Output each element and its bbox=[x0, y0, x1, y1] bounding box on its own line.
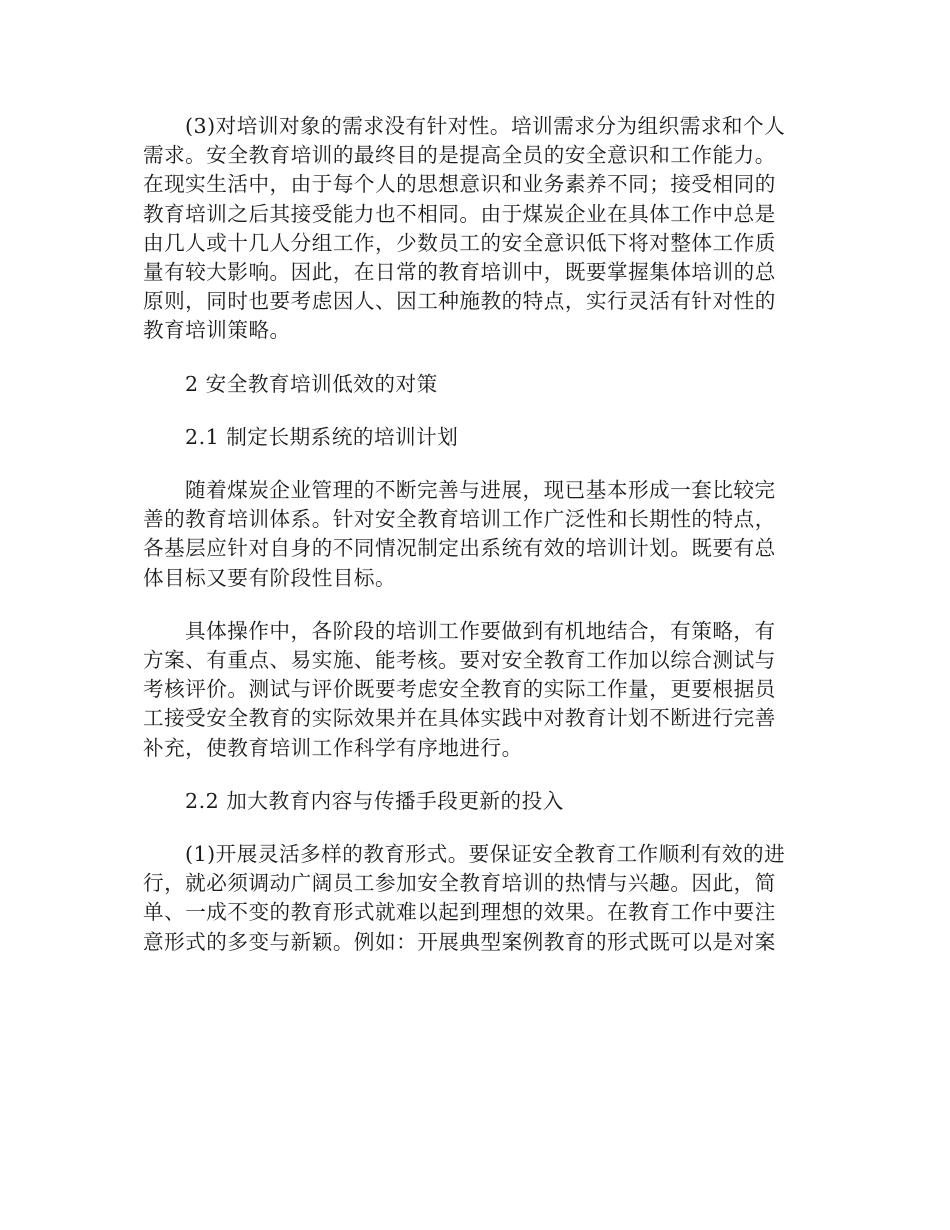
text-line: 考核评价。测试与评价既要考虑安全教育的实际工作量，更要根据员 bbox=[143, 677, 776, 702]
document-body bbox=[143, 112, 808, 957]
paragraph-education-forms bbox=[143, 840, 808, 957]
text-line: 方案、有重点、易实施、能考核。要对安全教育工作加以综合测试与 bbox=[143, 648, 776, 673]
text-line: 随着煤炭企业管理的不断完善与进展，现已基本形成一套比较完 bbox=[185, 478, 776, 503]
section-heading-2 bbox=[143, 370, 808, 399]
section-heading-2-2 bbox=[143, 787, 808, 816]
paragraph-spacer bbox=[143, 452, 808, 476]
text-line: 补充，使教育培训工作科学有序地进行。 bbox=[143, 735, 523, 760]
text-line: 具体操作中，各阶段的培训工作要做到有机地结合，有策略，有 bbox=[185, 618, 776, 643]
paragraph-spacer bbox=[143, 399, 808, 423]
heading-text: 2 安全教育培训低效的对策 bbox=[185, 371, 438, 396]
text-line: 由几人或十几人分组工作，少数员工的安全意识低下将对整体工作质 bbox=[143, 230, 776, 255]
text-line: 教育培训之后其接受能力也不相同。由于煤炭企业在具体工作中总是 bbox=[143, 201, 776, 226]
text-line: 量有较大影响。因此，在日常的教育培训中，既要掌握集体培训的总 bbox=[143, 260, 776, 285]
text-line: 行，就必须调动广阔员工参加安全教育培训的热情与兴趣。因此，简 bbox=[143, 871, 776, 896]
text-line: 工接受安全教育的实际效果并在具体实践中对教育计划不断进行完善 bbox=[143, 706, 776, 731]
section-heading-2-1 bbox=[143, 423, 808, 452]
text-line: 教育培训策略。 bbox=[143, 318, 291, 343]
paragraph-spacer bbox=[143, 593, 808, 617]
paragraph-spacer bbox=[143, 346, 808, 370]
text-line: 各基层应针对自身的不同情况制定出系统有效的培训计划。既要有总 bbox=[143, 536, 776, 561]
heading-text: 2.1 制定长期系统的培训计划 bbox=[185, 424, 459, 449]
heading-text: 2.2 加大教育内容与传播手段更新的投入 bbox=[185, 788, 564, 813]
text-line: 原则，同时也要考虑因人、因工种施教的特点，实行灵活有针对性的 bbox=[143, 289, 776, 314]
text-line: 需求。安全教育培训的最终目的是提高全员的安全意识和工作能力。 bbox=[143, 143, 776, 168]
text-line: 单、一成不变的教育形式就难以起到理想的效果。在教育工作中要注 bbox=[143, 900, 776, 925]
paragraph-training-system bbox=[143, 476, 808, 593]
paragraph-spacer bbox=[143, 816, 808, 840]
paragraph-spacer bbox=[143, 763, 808, 787]
text-line: 意形式的多变与新颖。例如：开展典型案例教育的形式既可以是对案 bbox=[143, 929, 776, 954]
text-line: 善的教育培训体系。针对安全教育培训工作广泛性和长期性的特点， bbox=[143, 507, 776, 532]
text-line: 体目标又要有阶段性目标。 bbox=[143, 565, 397, 590]
text-line: (1)开展灵活多样的教育形式。要保证安全教育工作顺利有效的进 bbox=[185, 842, 786, 867]
text-line: 在现实生活中，由于每个人的思想意识和业务素养不同；接受相同的 bbox=[143, 172, 776, 197]
text-line: (3)对培训对象的需求没有针对性。培训需求分为组织需求和个人 bbox=[185, 114, 786, 138]
paragraph-training-needs bbox=[143, 112, 808, 346]
paragraph-implementation bbox=[143, 617, 808, 763]
